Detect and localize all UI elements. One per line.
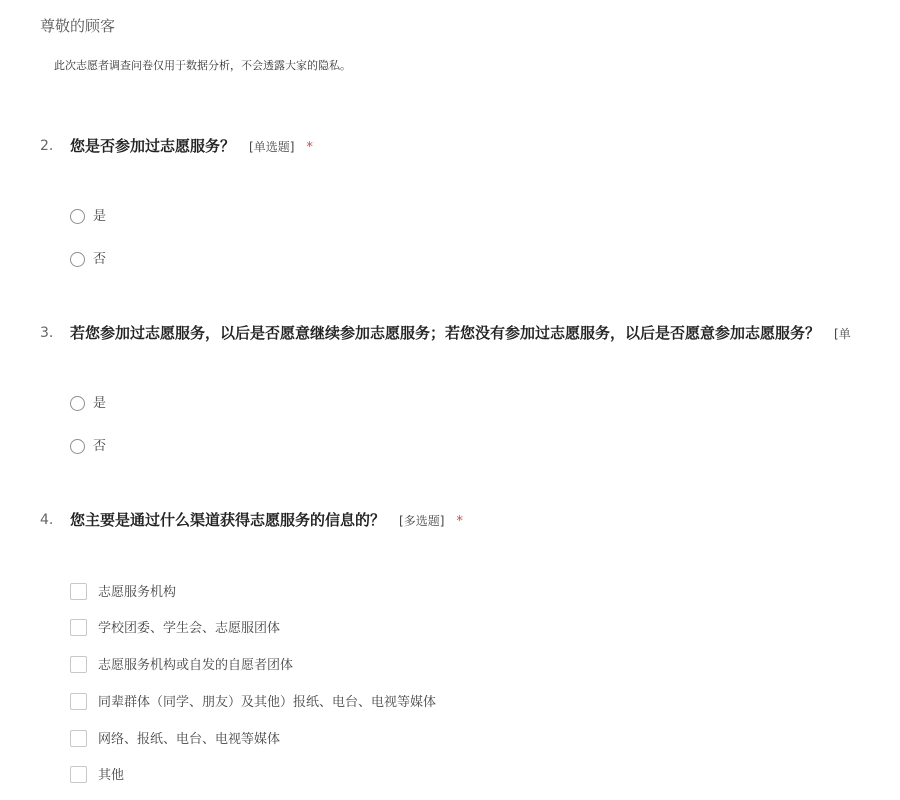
greeting-text: 尊敬的顾客 — [40, 17, 116, 35]
option-label: 其他 — [98, 768, 125, 783]
option-label: 否 — [93, 439, 107, 454]
option-label: 同辈群体（同学、朋友）及其他）报纸、电台、电视等媒体 — [98, 695, 437, 710]
option-label: 是 — [93, 396, 107, 411]
radio-button[interactable] — [70, 252, 85, 267]
required-mark: * — [456, 514, 463, 529]
checkbox[interactable] — [70, 766, 87, 783]
required-mark: * — [306, 140, 313, 155]
question-title-text: 若您参加过志愿服务，以后是否愿意继续参加志愿服务；若您没有参加过志愿服务，以后是否愿意参加志愿服务？ — [70, 324, 821, 342]
radio-button[interactable] — [70, 439, 85, 454]
option-label: 是 — [93, 209, 107, 224]
checkbox[interactable] — [70, 656, 87, 673]
question-type-label: [单 — [834, 327, 851, 341]
question-title-text: 您主要是通过什么渠道获得志愿服务的信息的？ — [70, 511, 386, 529]
question-title — [70, 320, 851, 347]
radio-button[interactable] — [70, 209, 85, 224]
question-type-label: [单选题] — [249, 140, 295, 154]
checkbox[interactable] — [70, 730, 87, 747]
option-label: 学校团委、学生会、志愿服团体 — [98, 621, 281, 636]
checkbox[interactable] — [70, 693, 87, 710]
question-title — [70, 133, 313, 161]
question-number: 4. — [40, 512, 54, 528]
option-label: 志愿服务机构或自发的自愿者团体 — [98, 658, 294, 673]
option-label: 否 — [93, 252, 107, 267]
checkbox[interactable] — [70, 583, 87, 600]
question-type-label: [多选题] — [399, 514, 445, 528]
question-title-text: 您是否参加过志愿服务？ — [70, 137, 236, 155]
question-title — [70, 507, 463, 535]
question-number: 3. — [40, 325, 54, 341]
option-label: 志愿服务机构 — [98, 585, 177, 600]
radio-button[interactable] — [70, 396, 85, 411]
question-number: 2. — [40, 138, 54, 154]
intro-text: 此次志愿者调查问卷仅用于数据分析，不会透露大家的隐私。 — [54, 59, 351, 72]
option-label: 网络、报纸、电台、电视等媒体 — [98, 732, 281, 747]
checkbox[interactable] — [70, 619, 87, 636]
